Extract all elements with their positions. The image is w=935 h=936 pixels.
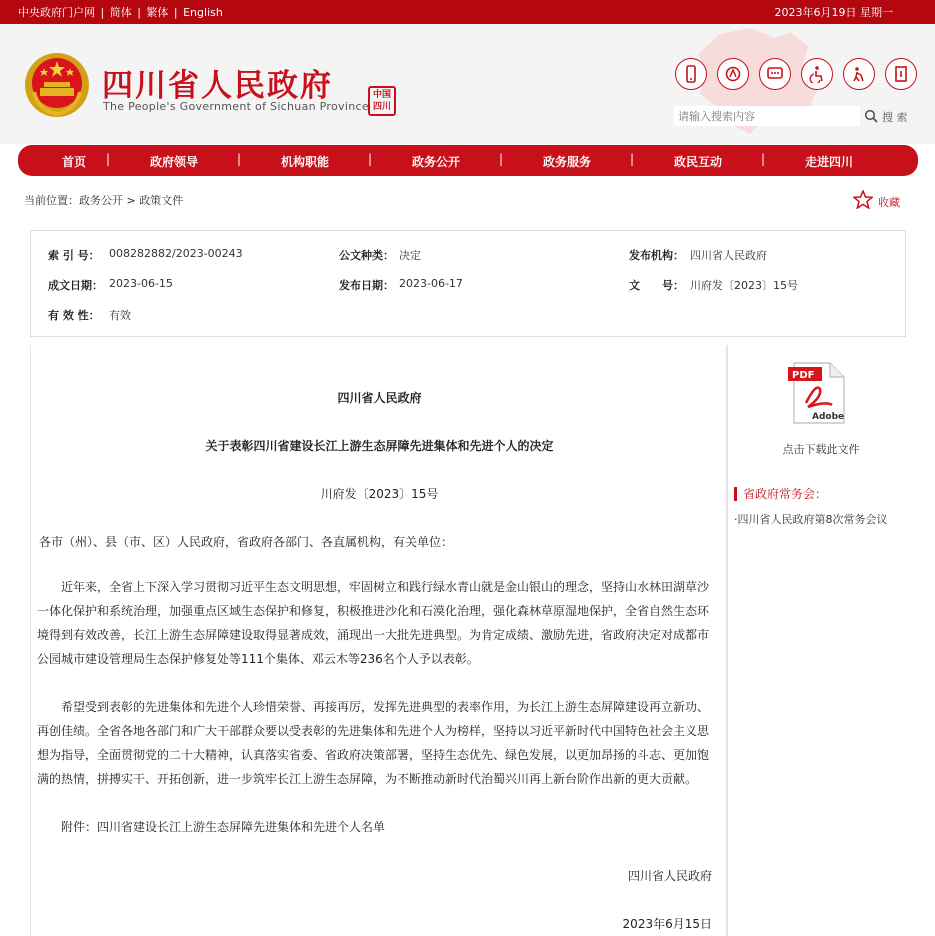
message-icon[interactable] — [759, 58, 791, 90]
adobe-label: Adobe — [812, 412, 845, 422]
gov-portal-link[interactable]: 中央政府门户网 — [18, 6, 95, 19]
document-org: 四川省人民政府 — [337, 391, 422, 405]
nav-divider: | — [761, 152, 766, 166]
search-icon — [864, 109, 878, 123]
english-link[interactable]: English — [183, 6, 223, 19]
document-attachment[interactable]: 附件：四川省建设长江上游生态屏障先进集体和先进个人名单 — [61, 820, 386, 834]
info-issuer: 发布机构： 四川省人民政府 — [629, 249, 767, 262]
pdf-download-icon[interactable] — [786, 361, 848, 425]
nav-divider: | — [499, 152, 504, 166]
meeting-link[interactable]: ·四川省人民政府第8次常务会议 — [734, 513, 888, 526]
current-date: 2023年6月19日 星期一 — [774, 6, 893, 19]
sidebar — [727, 345, 913, 936]
document-addressee: 各市（州）、县（市、区）人民政府，省政府各部门、各直属机构，有关单位： — [39, 535, 454, 549]
elderly-care-icon[interactable] — [843, 58, 875, 90]
accessibility-icon[interactable] — [801, 58, 833, 90]
document-number: 川府发〔2023〕15号 — [320, 487, 439, 501]
top-bar — [0, 0, 935, 24]
login-icon[interactable] — [885, 58, 917, 90]
info-validity: 有 效 性： 有效 — [48, 309, 131, 322]
main-nav — [18, 145, 918, 176]
nav-home[interactable]: 首页 — [61, 155, 86, 169]
site-title[interactable]: 四川省人民政府 — [102, 68, 333, 104]
nav-divider: | — [106, 152, 111, 166]
search-button[interactable] — [862, 106, 914, 126]
info-document-number: 文 号： 川府发〔2023〕15号 — [629, 279, 798, 292]
mobile-icon[interactable] — [675, 58, 707, 90]
download-link[interactable]: 点击下载此文件 — [782, 443, 860, 456]
section-title-text: 省政府常务会： — [743, 487, 828, 501]
nav-divider: | — [368, 152, 373, 166]
site-header — [0, 24, 935, 144]
info-index: 索 引 号： 008282882/2023-00243 — [48, 247, 243, 262]
favorite-label: 收藏 — [878, 196, 900, 209]
info-created-date: 成文日期： 2023-06-15 — [48, 277, 173, 292]
pdf-label: PDF — [792, 370, 815, 381]
china-sichuan-seal: 中国四川 — [368, 86, 396, 116]
document-title: 关于表彰四川省建设长江上游生态屏障先进集体和先进个人的决定 — [205, 439, 554, 453]
info-category: 公文种类： 决定 — [339, 249, 421, 262]
document-body — [30, 345, 727, 936]
nav-functions[interactable]: 机构职能 — [280, 155, 329, 169]
document-paragraph: 希望受到表彰的先进集体和先进个人珍惜荣誉、再接再厉，发挥先进典型的表率作用，为长江上游生态屏障建设再立新功、再创佳绩。全省各地各部门和广大干部群众要以受表彰的先进集体和先进个人为榜样，坚持以习近平新时代中国特色社会主义思想为指导，全面贯彻党的二十大精神，认真落实省委、省政府决策部署，坚持生态优先、绿色发展，以更加昂扬的斗志、更加饱满的热情，拼搏实干、开拓创新，进一步筑牢长江上游生态屏障，为不断推动新时代治蜀兴川再上新台阶作出新的更大贡献。 — [37, 700, 710, 786]
nav-divider: | — [237, 152, 242, 166]
search-input[interactable] — [674, 106, 860, 126]
star-icon — [853, 190, 873, 209]
nav-services[interactable]: 政务服务 — [542, 155, 591, 169]
nav-interaction[interactable]: 政民互动 — [673, 155, 722, 169]
document-info-table — [30, 230, 906, 337]
nav-about-sichuan[interactable]: 走进四川 — [804, 155, 853, 169]
national-emblem-icon — [24, 52, 90, 118]
site-subtitle: The People's Government of Sichuan Province — [103, 100, 369, 113]
document-paragraph: 近年来，全省上下深入学习贯彻习近平生态文明思想，牢固树立和践行绿水青山就是金山银山的理念，坚持山水林田湖草沙一体化保护和系统治理，加强重点区域生态保护和修复，积极推进沙化和石漠化治理，强化森林草原湿地保护，全省自然生态环境得到有效改善，长江上游生态屏障建设取得显著成效，涌现出一大批先进典型。为肯定成绩、激励先进，省政府决定对成都市公园城市建设管理局生态保护修复处等111个集体、邓云木等236名个人予以表彰。 — [37, 580, 710, 666]
search-box — [674, 106, 914, 126]
top-links: 中央政府门户网 | 简体 | 繁体 | English — [18, 6, 223, 19]
nav-leaders[interactable]: 政府领导 — [149, 155, 198, 169]
traditional-link[interactable]: 繁体 — [146, 6, 169, 19]
nav-divider: | — [630, 152, 635, 166]
weibo-icon[interactable] — [717, 58, 749, 90]
document-date: 2023年6月15日 — [622, 917, 712, 931]
info-published-date: 发布日期： 2023-06-17 — [339, 277, 463, 292]
search-label: 搜 索 — [882, 111, 908, 124]
simplified-link[interactable]: 简体 — [109, 6, 132, 19]
document-signature: 四川省人民政府 — [627, 869, 712, 883]
nav-disclosure[interactable]: 政务公开 — [411, 155, 460, 169]
section-title — [734, 487, 827, 501]
breadcrumb[interactable]: 当前位置：政务公开 > 政策文件 — [24, 194, 184, 207]
